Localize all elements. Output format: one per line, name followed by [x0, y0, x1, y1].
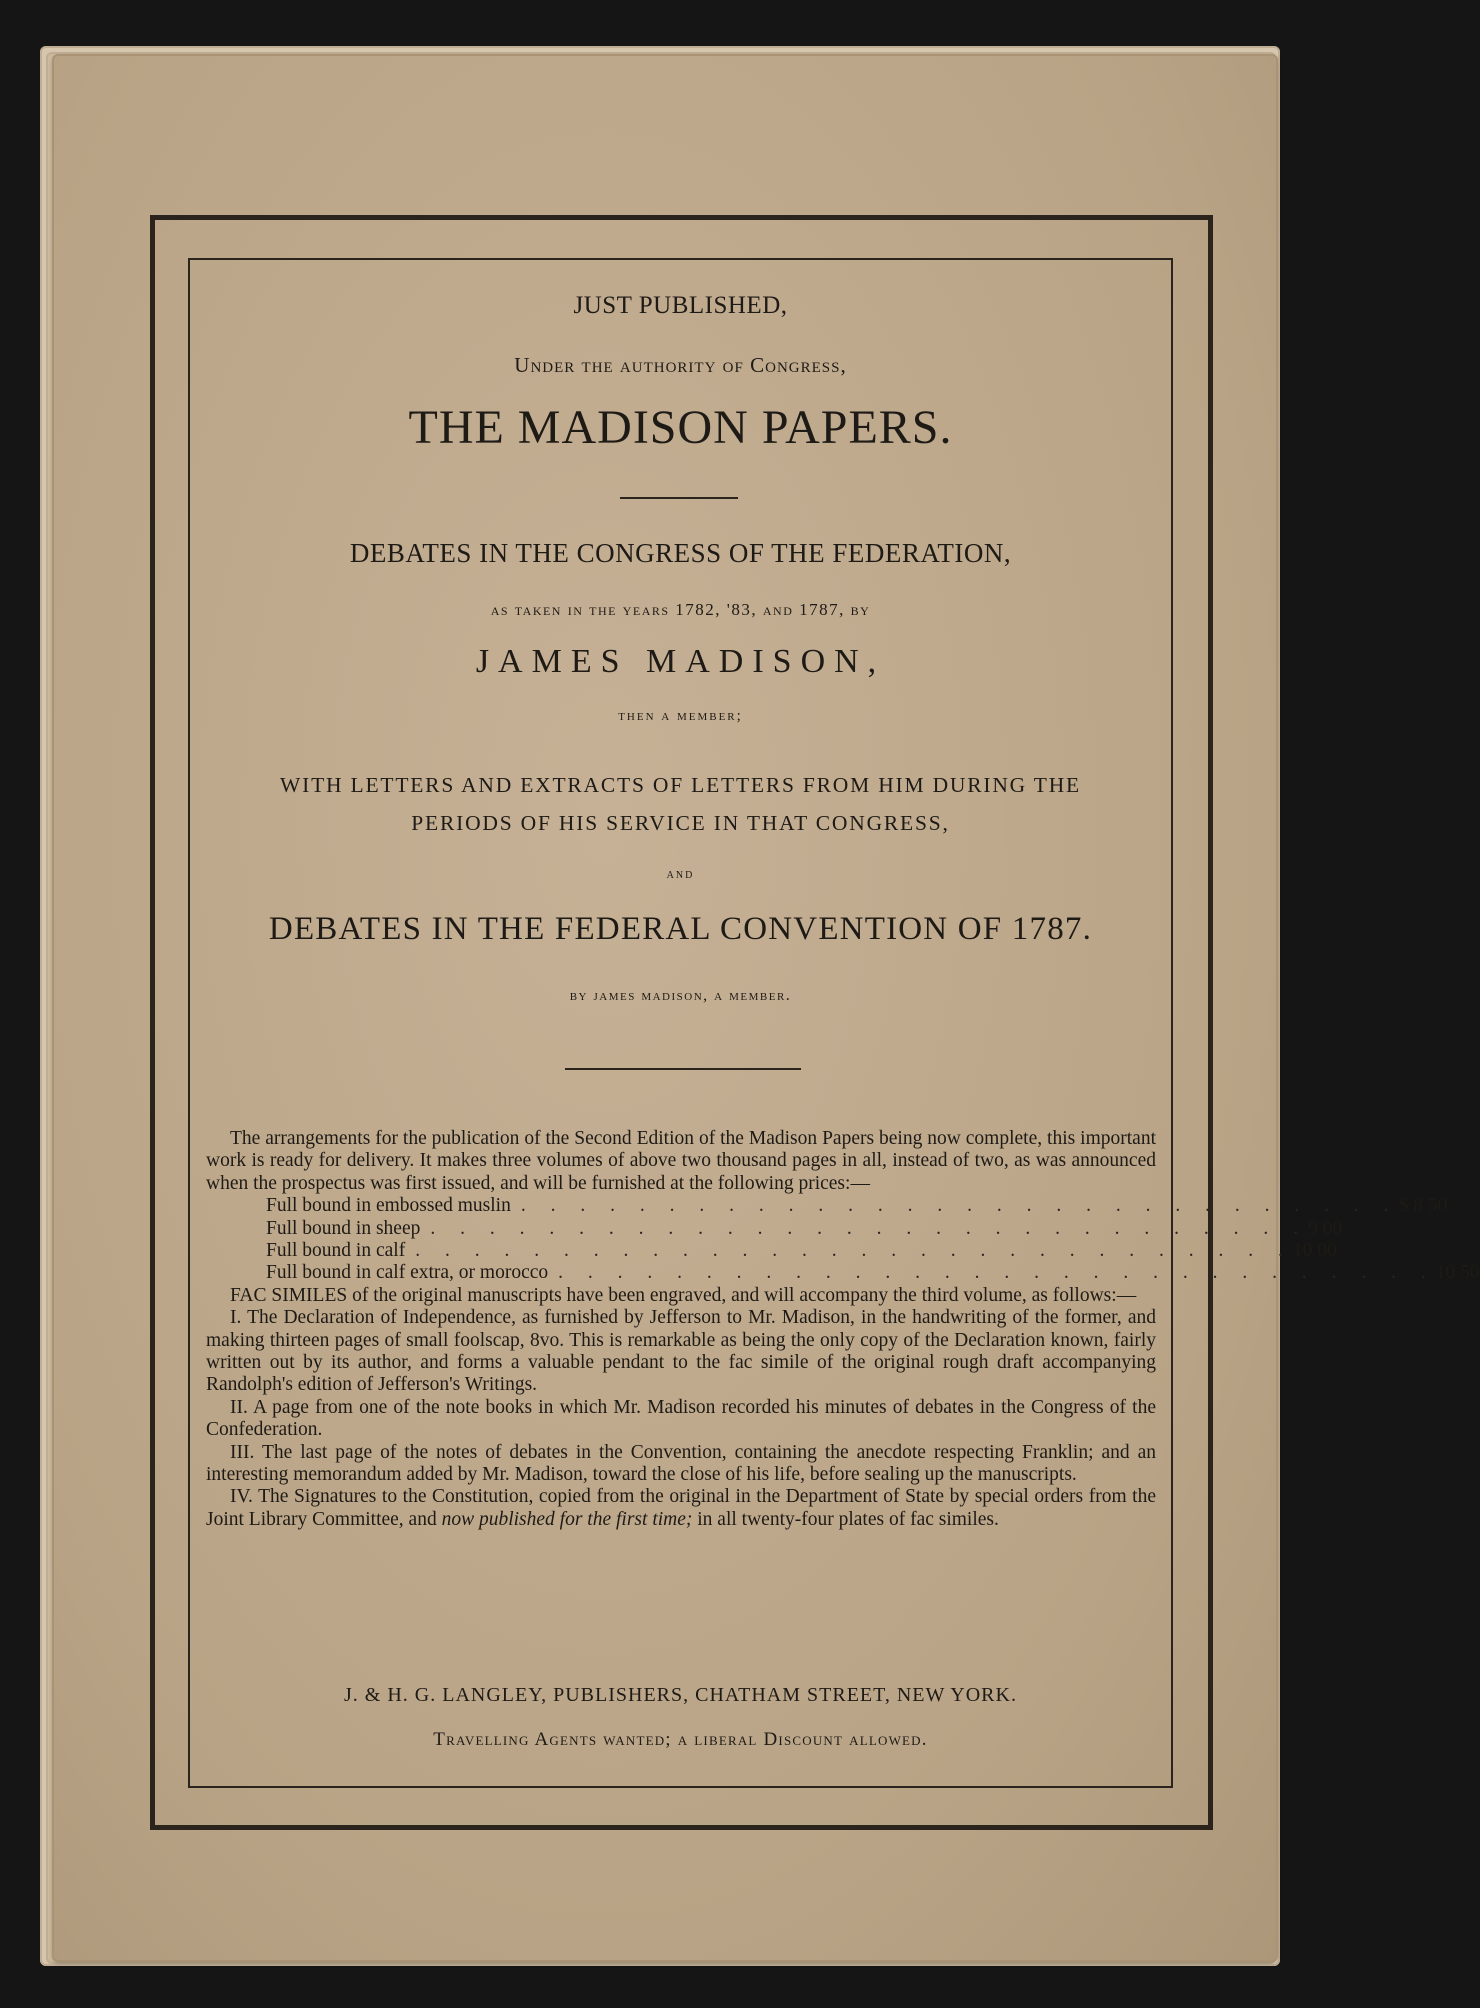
debates-federation-heading: DEBATES IN THE CONGRESS OF THE FEDERATION, — [349, 538, 1012, 568]
agents-line: Travelling Agents wanted; a liberal Discount allowed. — [433, 1729, 928, 1750]
and-line: and — [666, 867, 695, 882]
item-4-end: in all twenty-four plates of fac similes. — [692, 1508, 999, 1530]
divider-rule-bottom — [565, 1068, 801, 1070]
dot-leader: . . . . . . . . . . . . . . . . . . . . . . . . . . . . . . — [520, 1195, 1399, 1217]
announcement-body — [206, 1128, 1480, 1531]
debates-convention-heading: DEBATES IN THE FEDERAL CONVENTION OF 1787. — [268, 911, 1093, 947]
price-label: Full bound in embossed muslin — [266, 1195, 511, 1217]
item-4-italic: now published for the first time; — [441, 1508, 693, 1530]
dot-leader: . . . . . . . . . . . . . . . . . . . . . . . . . . . . . . — [415, 1240, 1293, 1261]
publisher-line: J. & H. G. LANGLEY, PUBLISHERS, CHATHAM STREET, NEW YORK. — [344, 1684, 1017, 1706]
price-label: Full bound in calf — [266, 1240, 406, 1261]
price-row — [266, 1195, 1448, 1217]
authority-line: Under the authority of Congress, — [514, 353, 847, 377]
then-member-line: then a member; — [618, 708, 743, 724]
price-label: Full bound in sheep — [266, 1217, 421, 1239]
price-value: 10 00 — [1292, 1240, 1337, 1261]
main-title: THE MADISON PAPERS. — [408, 401, 953, 454]
item-4-paragraph — [206, 1486, 1156, 1531]
cover-text-block — [190, 260, 1480, 1786]
item-2-paragraph: II. A page from one of the note books in which Mr. Madison recorded his minutes of debates in the Congress of the Confederation. — [206, 1396, 1156, 1441]
price-list — [266, 1195, 1480, 1285]
dot-leader: . . . . . . . . . . . . . . . . . . . . . . . . . . . . . . — [430, 1217, 1308, 1239]
price-value: 10 50 — [1435, 1262, 1480, 1284]
author-name: JAMES MADISON, — [475, 643, 886, 680]
price-value: $ 8 50 — [1398, 1195, 1448, 1217]
price-label: Full bound in calf extra, or morocco — [266, 1262, 549, 1284]
divider-rule-top — [620, 497, 738, 499]
price-row — [266, 1240, 1337, 1262]
price-row — [266, 1262, 1480, 1284]
item-3-paragraph: III. The last page of the notes of debates in the Convention, containing the anecdote respecting Franklin; and an interesting memorandum added by Mr. Madison, toward the close of his life, before sealing up the manuscripts. — [206, 1441, 1156, 1486]
item-4-start: IV. The Signatures to the Constitution, copied from the original in the Department of State by special orders from the Joint Library Committee, and — [206, 1486, 1156, 1530]
fac-similes-paragraph: FAC SIMILES of the original manuscripts have been engraved, and will accompany the third volume, as follows:— — [230, 1284, 1137, 1306]
price-value: 9 00 — [1308, 1217, 1343, 1239]
intro-paragraph: The arrangements for the publication of the Second Edition of the Madison Papers being now complete, this important work is ready for delivery. It makes three volumes of above two thousand pages in all, instead of two, as was announced when the prospectus was first issued, and will be furnished at the following prices:— — [206, 1128, 1156, 1194]
letters-line-1: WITH LETTERS AND EXTRACTS OF LETTERS FROM HIM DURING THE — [280, 773, 1081, 797]
taken-years-line: as taken in the years 1782, '83, and 1787, by — [490, 600, 871, 619]
dot-leader: . . . . . . . . . . . . . . . . . . . . . . . . . . . . . . — [558, 1262, 1436, 1284]
letters-line-2: PERIODS OF HIS SERVICE IN THAT CONGRESS, — [411, 811, 950, 835]
just-published-heading: JUST PUBLISHED, — [573, 292, 788, 319]
item-1-paragraph: I. The Declaration of Independence, as furnished by Jefferson to Mr. Madison, in the handwriting of the former, and making thirteen pages of small foolscap, 8vo. This is remarkable as being the only copy of the Declaration known, fairly written out by its author, and forms a valuable pendant to the fac simile of the original rough draft accompanying Randolph's edition of Jefferson's Writings. — [206, 1307, 1156, 1396]
price-row — [266, 1217, 1343, 1240]
by-member-line: by james madison, a member. — [569, 987, 792, 1004]
